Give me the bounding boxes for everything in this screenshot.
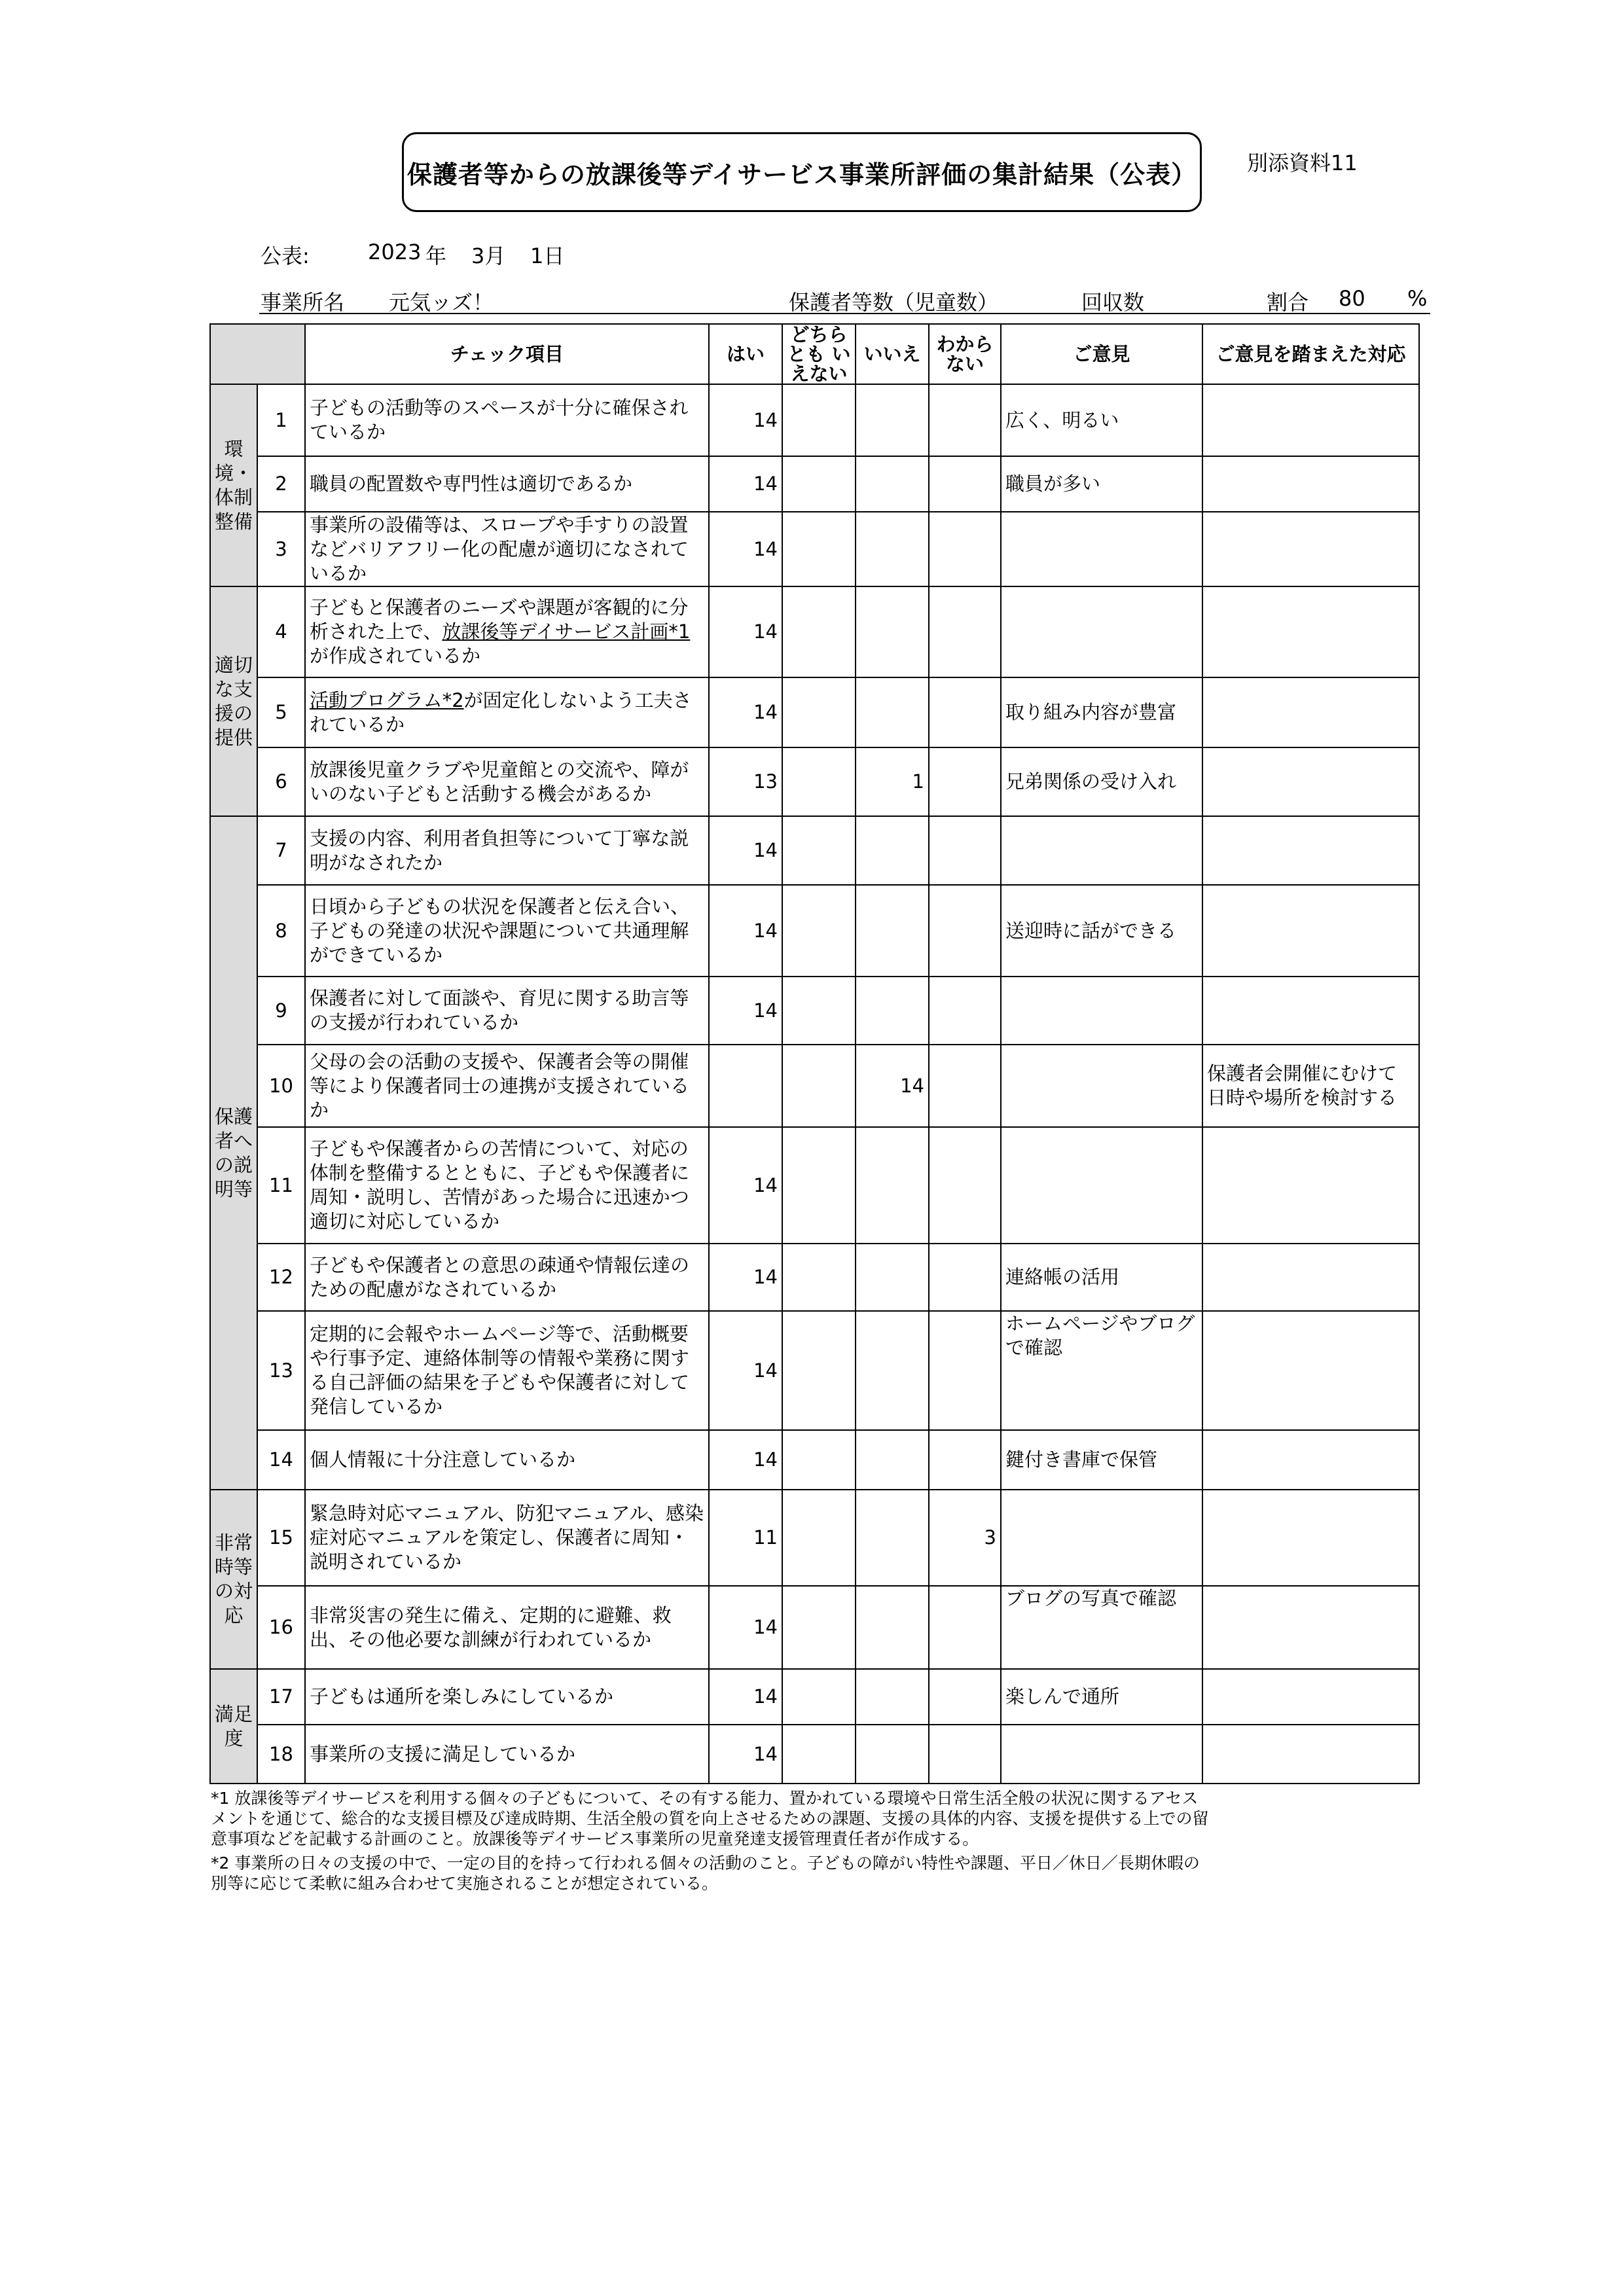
yes-count: 14	[709, 977, 782, 1045]
yes-count: 14	[709, 1669, 782, 1725]
row-number: 3	[257, 512, 305, 586]
no-count: 1	[856, 747, 929, 816]
footnote-1: *1 放課後等デイサービスを利用する個々の子どもについて、その有する能力、置かれている環境や日常生活全般の状況に関するアセスメントを通じて、総合的な支援目標及び達成時期、生活全般の質を向上させるための課題、支援の具体的内容、支援を提供する上での留意事項などを記載する計画のこと。放課後等デイサービス事業所の児童発達支援管理責任者が作成する。	[211, 1789, 1209, 1848]
yes-count: 14	[709, 586, 782, 677]
row-number: 8	[257, 885, 305, 977]
year-unit: 年	[425, 243, 447, 268]
check-item: 事業所の設備等は、スロープや手すりの設置などバリアフリー化の配慮が適切になされているか	[305, 512, 709, 586]
yes-count: 11	[709, 1490, 782, 1586]
yes-count: 14	[709, 885, 782, 977]
opinion: 取り組み内容が豊富	[1001, 677, 1202, 747]
unknown-count: 3	[929, 1490, 1001, 1586]
facility-label: 事業所名	[261, 290, 345, 315]
no-count	[856, 816, 929, 885]
table-row	[210, 586, 1419, 677]
neither-count	[782, 1669, 856, 1725]
no-count	[856, 1586, 929, 1669]
opinion: ブログの写真で確認	[1001, 1586, 1202, 1669]
no-count	[856, 1725, 929, 1784]
response	[1202, 1430, 1419, 1490]
check-item: 非常災害の発生に備え、定期的に避難、救出、その他必要な訓練が行われているか	[305, 1586, 709, 1669]
row-number: 1	[257, 384, 305, 456]
yes-count: 14	[709, 1430, 782, 1490]
no-count: 14	[856, 1045, 929, 1127]
collected-label: 回収数	[1081, 290, 1145, 315]
ratio-label: 割合	[1267, 290, 1309, 315]
row-number: 2	[257, 456, 305, 512]
col-neither: どちらとも いえない	[782, 324, 856, 384]
header-row	[210, 324, 1419, 384]
neither-count	[782, 1045, 856, 1127]
table-row	[210, 1311, 1419, 1430]
category-emergency: 非常時等の対応	[210, 1490, 257, 1669]
table-row	[210, 1490, 1419, 1586]
check-item	[305, 677, 709, 747]
unknown-count	[929, 885, 1001, 977]
table-row	[210, 1244, 1419, 1311]
yes-count: 14	[709, 816, 782, 885]
table-row	[210, 456, 1419, 512]
attachment-label: 別添資料11	[1247, 151, 1358, 175]
yes-count: 14	[709, 1311, 782, 1430]
no-count	[856, 456, 929, 512]
row-number: 10	[257, 1045, 305, 1127]
table-row	[210, 384, 1419, 456]
col-unknown: わからない	[929, 324, 1001, 384]
table-row	[210, 512, 1419, 586]
neither-count	[782, 456, 856, 512]
opinion: 鍵付き書庫で保管	[1001, 1430, 1202, 1490]
neither-count	[782, 586, 856, 677]
row-number: 16	[257, 1586, 305, 1669]
response	[1202, 977, 1419, 1045]
document-title: 保護者等からの放課後等デイサービス事業所評価の集計結果（公表）	[402, 132, 1202, 212]
opinion	[1001, 1127, 1202, 1244]
category-support: 適切な支援の提供	[210, 586, 257, 816]
check-item	[305, 586, 709, 677]
row-number: 14	[257, 1430, 305, 1490]
row-number: 4	[257, 586, 305, 677]
yes-count: 14	[709, 1725, 782, 1784]
plan-term: 放課後等デイサービス計画*1	[442, 620, 691, 643]
check-item: 子どもは通所を楽しみにしているか	[305, 1669, 709, 1725]
opinion: 広く、明るい	[1001, 384, 1202, 456]
row-number: 7	[257, 816, 305, 885]
opinion	[1001, 586, 1202, 677]
neither-count	[782, 747, 856, 816]
yes-count: 13	[709, 747, 782, 816]
row-number: 11	[257, 1127, 305, 1244]
publish-day: 1日	[530, 243, 565, 268]
neither-count	[782, 1311, 856, 1430]
publish-label: 公表:	[261, 243, 310, 268]
no-count	[856, 384, 929, 456]
response	[1202, 586, 1419, 677]
unknown-count	[929, 1430, 1001, 1490]
check-item-text: 子どもと保護者のニーズや課題が客観的に分析された上で、	[310, 596, 689, 643]
table-row	[210, 977, 1419, 1045]
neither-count	[782, 1430, 856, 1490]
table-row	[210, 1045, 1419, 1127]
response	[1202, 1244, 1419, 1311]
yes-count: 14	[709, 1586, 782, 1669]
response	[1202, 512, 1419, 586]
check-item: 放課後児童クラブや児童館との交流や、障がいのない子どもと活動する機会があるか	[305, 747, 709, 816]
unknown-count	[929, 1045, 1001, 1127]
row-number: 13	[257, 1311, 305, 1430]
check-item: 定期的に会報やホームページ等で、活動概要や行事予定、連絡体制等の情報や業務に関する自己評価の結果を子どもや保護者に対して発信しているか	[305, 1311, 709, 1430]
unknown-count	[929, 512, 1001, 586]
unknown-count	[929, 677, 1001, 747]
table-row	[210, 1127, 1419, 1244]
neither-count	[782, 384, 856, 456]
table-row	[210, 1669, 1419, 1725]
no-count	[856, 1311, 929, 1430]
unknown-count	[929, 1586, 1001, 1669]
table-row	[210, 1725, 1419, 1784]
neither-count	[782, 816, 856, 885]
col-no: いいえ	[856, 324, 929, 384]
response	[1202, 747, 1419, 816]
yes-count	[709, 1045, 782, 1127]
neither-count	[782, 885, 856, 977]
unknown-count	[929, 1127, 1001, 1244]
opinion	[1001, 1045, 1202, 1127]
check-item: 日頃から子どもの状況を保護者と伝え合い、子どもの発達の状況や課題について共通理解ができているか	[305, 885, 709, 977]
neither-count	[782, 1490, 856, 1586]
check-item: 職員の配置数や専門性は適切であるか	[305, 456, 709, 512]
neither-count	[782, 512, 856, 586]
header-corner	[210, 324, 305, 384]
table-row	[210, 1430, 1419, 1490]
response	[1202, 1127, 1419, 1244]
opinion: ホームページやブログで確認	[1001, 1311, 1202, 1430]
opinion: 兄弟関係の受け入れ	[1001, 747, 1202, 816]
no-count	[856, 512, 929, 586]
table-row	[210, 885, 1419, 977]
neither-count	[782, 1586, 856, 1669]
response	[1202, 1669, 1419, 1725]
col-yes: はい	[709, 324, 782, 384]
opinion	[1001, 512, 1202, 586]
col-item: チェック項目	[305, 324, 709, 384]
no-count	[856, 1490, 929, 1586]
response	[1202, 816, 1419, 885]
no-count	[856, 1244, 929, 1311]
row-number: 15	[257, 1490, 305, 1586]
yes-count: 14	[709, 1127, 782, 1244]
opinion: 送迎時に話ができる	[1001, 885, 1202, 977]
no-count	[856, 677, 929, 747]
response	[1202, 1586, 1419, 1669]
no-count	[856, 586, 929, 677]
check-item: 保護者に対して面談や、育児に関する助言等の支援が行われているか	[305, 977, 709, 1045]
check-item-text: が固定化しないよう工夫されているか	[310, 689, 692, 736]
no-count	[856, 885, 929, 977]
unknown-count	[929, 747, 1001, 816]
program-term: 活動プログラム*2	[310, 689, 464, 711]
category-explanation: 保護者への説明等	[210, 816, 257, 1490]
opinion	[1001, 1490, 1202, 1586]
publish-year: 2023	[368, 240, 422, 264]
check-item: 緊急時対応マニュアル、防犯マニュアル、感染症対応マニュアルを策定し、保護者に周知・説明されているか	[305, 1490, 709, 1586]
neither-count	[782, 1725, 856, 1784]
ratio-value: 80	[1339, 286, 1365, 311]
col-opinion: ご意見	[1001, 324, 1202, 384]
response	[1202, 885, 1419, 977]
opinion: 楽しんで通所	[1001, 1669, 1202, 1725]
ratio-unit: %	[1407, 286, 1428, 311]
opinion	[1001, 816, 1202, 885]
unknown-count	[929, 586, 1001, 677]
neither-count	[782, 977, 856, 1045]
yes-count: 14	[709, 456, 782, 512]
check-item: 個人情報に十分注意しているか	[305, 1430, 709, 1490]
table-row	[210, 1586, 1419, 1669]
yes-count: 14	[709, 1244, 782, 1311]
opinion: 連絡帳の活用	[1001, 1244, 1202, 1311]
header-underline	[259, 313, 1430, 314]
response: 保護者会開催にむけて日時や場所を検討する	[1202, 1045, 1419, 1127]
unknown-count	[929, 816, 1001, 885]
check-item: 事業所の支援に満足しているか	[305, 1725, 709, 1784]
response	[1202, 384, 1419, 456]
row-number: 17	[257, 1669, 305, 1725]
guardians-label: 保護者等数（児童数）	[789, 290, 999, 315]
check-item: 子どもや保護者からの苦情について、対応の体制を整備するとともに、子どもや保護者に周知・説明し、苦情があった場合に迅速かつ適切に対応しているか	[305, 1127, 709, 1244]
no-count	[856, 1669, 929, 1725]
footnotes	[211, 1788, 1212, 1897]
yes-count: 14	[709, 677, 782, 747]
evaluation-table	[209, 323, 1420, 1784]
row-number: 12	[257, 1244, 305, 1311]
check-item-text: が作成されているか	[310, 645, 481, 667]
row-number: 9	[257, 977, 305, 1045]
neither-count	[782, 1244, 856, 1311]
check-item: 父母の会の活動の支援や、保護者会等の開催等により保護者同士の連携が支援されているか	[305, 1045, 709, 1127]
col-response: ご意見を踏まえた対応	[1202, 324, 1419, 384]
response	[1202, 1311, 1419, 1430]
footnote-2: *2 事業所の日々の支援の中で、一定の目的を持って行われる個々の活動のこと。子どもの障がい特性や課題、平日／休日／長期休暇の別等に応じて柔軟に組み合わせて実施されることが想定されている。	[211, 1854, 1200, 1893]
response	[1202, 456, 1419, 512]
opinion: 職員が多い	[1001, 456, 1202, 512]
no-count	[856, 977, 929, 1045]
row-number: 5	[257, 677, 305, 747]
no-count	[856, 1430, 929, 1490]
unknown-count	[929, 1725, 1001, 1784]
check-item: 子どもの活動等のスペースが十分に確保されているか	[305, 384, 709, 456]
unknown-count	[929, 977, 1001, 1045]
yes-count: 14	[709, 384, 782, 456]
category-satisfaction: 満足度	[210, 1669, 257, 1784]
neither-count	[782, 1127, 856, 1244]
no-count	[856, 1127, 929, 1244]
opinion	[1001, 1725, 1202, 1784]
unknown-count	[929, 1669, 1001, 1725]
unknown-count	[929, 1311, 1001, 1430]
facility-name: 元気ッズ！	[389, 290, 494, 315]
yes-count: 14	[709, 512, 782, 586]
response	[1202, 1725, 1419, 1784]
neither-count	[782, 677, 856, 747]
response	[1202, 1490, 1419, 1586]
table-row	[210, 816, 1419, 885]
check-item: 支援の内容、利用者負担等について丁寧な説明がなされたか	[305, 816, 709, 885]
response	[1202, 677, 1419, 747]
opinion	[1001, 977, 1202, 1045]
unknown-count	[929, 384, 1001, 456]
unknown-count	[929, 1244, 1001, 1311]
unknown-count	[929, 456, 1001, 512]
category-environment: 環境・体制整備	[210, 384, 257, 586]
table-row	[210, 747, 1419, 816]
publish-month: 3月	[471, 243, 506, 268]
row-number: 18	[257, 1725, 305, 1784]
check-item: 子どもや保護者との意思の疎通や情報伝達のための配慮がなされているか	[305, 1244, 709, 1311]
table-row	[210, 677, 1419, 747]
row-number: 6	[257, 747, 305, 816]
